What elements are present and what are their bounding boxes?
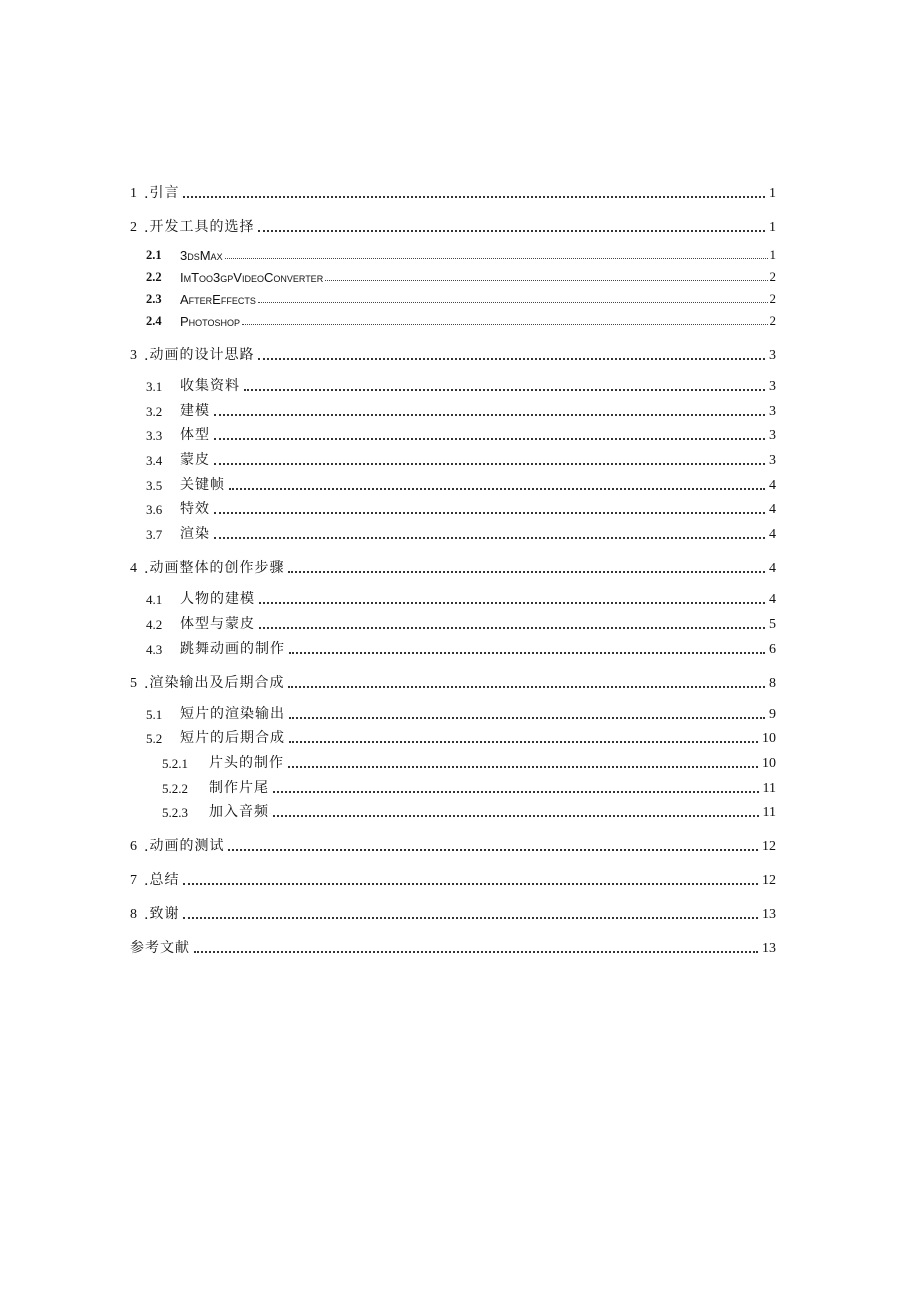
toc-entry-3-5[interactable]: [130, 473, 776, 494]
dot-leader: [258, 358, 765, 360]
toc-entry-title: ImToo3gpVideoConverter: [180, 270, 324, 285]
toc-entry-page: 3: [769, 403, 776, 419]
toc-entry-page: 1: [769, 186, 776, 201]
dot-leader: [194, 951, 758, 953]
toc-entry-2-1[interactable]: [130, 246, 776, 263]
toc-entry-number: 4: [130, 561, 137, 577]
dot-leader: [288, 766, 758, 768]
toc-entry-sep: .: [144, 675, 150, 692]
dot-leader: [229, 488, 765, 490]
toc-entry-title: 渲染输出及后期合成: [149, 674, 285, 691]
toc-entry-3-2[interactable]: [130, 399, 776, 420]
toc-entry-page: 2: [769, 313, 776, 328]
toc-entry-page: 13: [762, 941, 776, 957]
toc-entry-2-4[interactable]: [130, 312, 776, 329]
toc-entry-number: 6: [130, 839, 137, 855]
dot-leader: [225, 258, 768, 259]
toc-entry-4-2[interactable]: [130, 612, 776, 633]
toc-entry-number: 5.2.1: [162, 755, 188, 771]
toc-entry-page: 13: [762, 907, 776, 923]
table-of-contents: [130, 178, 776, 967]
dot-leader: [288, 571, 765, 573]
toc-entry-page: 1: [769, 220, 776, 235]
toc-entry-page: 3: [769, 428, 776, 444]
toc-entry-title: 总结: [149, 872, 180, 889]
toc-entry-number: 2: [130, 220, 137, 235]
toc-entry-2-2[interactable]: [130, 268, 776, 285]
toc-entry-title: 开发工具的选择: [149, 219, 255, 235]
toc-entry-3-7[interactable]: [130, 522, 776, 543]
toc-entry-page: 3: [769, 453, 776, 469]
toc-entry-5-2[interactable]: [130, 726, 776, 747]
dot-leader: [273, 815, 759, 817]
toc-entry-page: 4: [769, 592, 776, 608]
dot-leader: [273, 791, 759, 793]
dot-leader: [214, 438, 765, 440]
toc-entry-page: 11: [762, 805, 776, 821]
toc-entry-number: 4.3: [146, 641, 163, 657]
toc-entry-number: 2.2: [146, 270, 162, 284]
toc-entry-page: 12: [762, 873, 776, 889]
toc-entry-title: 3dsMax: [180, 248, 223, 263]
toc-entry-4-1[interactable]: [130, 587, 776, 608]
toc-entry-sep: .: [144, 907, 150, 924]
toc-entry-number: 1: [130, 186, 137, 201]
toc-entry-page: 10: [762, 731, 776, 747]
toc-entry-sep: .: [144, 873, 150, 890]
toc-entry-page: 3: [769, 379, 776, 394]
toc-entry-number: 2.1: [146, 248, 162, 262]
toc-entry-4[interactable]: [130, 553, 776, 577]
toc-entry-3-3[interactable]: [130, 423, 776, 444]
toc-entry-page: 10: [762, 755, 776, 771]
toc-entry-number: 2.3: [146, 292, 162, 306]
toc-entry-page: 11: [762, 780, 776, 796]
toc-entry-page: 8: [769, 675, 776, 691]
toc-entry-title: 参考文献: [130, 940, 190, 957]
toc-entry-title: 动画整体的创作步骤: [149, 560, 285, 577]
dot-leader: [228, 849, 758, 851]
dot-leader: [183, 883, 758, 885]
toc-entry-1[interactable]: [130, 178, 776, 202]
toc-entry-title: 引言: [149, 185, 180, 201]
toc-entry-references[interactable]: [130, 933, 776, 957]
toc-entry-title: 动画的设计思路: [149, 347, 255, 363]
toc-entry-page: 2: [769, 269, 776, 284]
toc-entry-page: 4: [769, 561, 776, 577]
dot-leader: [258, 302, 768, 303]
dot-leader: [214, 512, 765, 514]
dot-leader: [183, 196, 765, 198]
dot-leader: [289, 652, 765, 654]
toc-entry-number: 3.1: [146, 379, 163, 394]
toc-entry-number: 3.4: [146, 453, 163, 469]
toc-entry-2-3[interactable]: [130, 290, 776, 307]
toc-entry-5-2-1[interactable]: [130, 751, 776, 772]
dot-leader: [214, 537, 765, 539]
toc-entry-number: 7: [130, 873, 137, 889]
toc-entry-number: 5.2.3: [162, 805, 188, 821]
toc-entry-title: 加入音频: [209, 804, 269, 821]
toc-entry-page: 4: [769, 527, 776, 543]
toc-entry-title: 体型: [180, 427, 210, 444]
toc-entry-page: 9: [769, 706, 776, 722]
toc-entry-page: 2: [769, 291, 776, 306]
toc-entry-title: 体型与蒙皮: [180, 615, 255, 632]
toc-entry-number: 2.4: [146, 314, 162, 328]
dot-leader: [259, 602, 765, 604]
toc-entry-title: 人物的建模: [180, 591, 255, 608]
toc-entry-number: 3: [130, 348, 137, 363]
toc-entry-number: 4.2: [146, 616, 163, 632]
toc-entry-sep: .: [144, 839, 150, 856]
toc-entry-title: 蒙皮: [180, 452, 210, 469]
toc-entry-title: 建模: [180, 402, 210, 419]
toc-entry-title: 动画的测试: [149, 838, 225, 855]
toc-entry-sep: .: [144, 561, 150, 578]
toc-entry-title: 特效: [180, 501, 210, 518]
toc-entry-title: 跳舞动画的制作: [180, 640, 285, 657]
toc-entry-number: 3.3: [146, 428, 163, 444]
toc-entry-number: 8: [130, 907, 137, 923]
toc-entry-number: 5: [130, 675, 137, 691]
toc-entry-5[interactable]: [130, 668, 776, 692]
toc-entry-3-6[interactable]: [130, 497, 776, 518]
toc-entry-5-2-2[interactable]: [130, 776, 776, 797]
toc-entry-page: 4: [769, 502, 776, 518]
toc-entry-number: 3.5: [146, 477, 163, 493]
toc-entry-sep: .: [144, 186, 150, 202]
toc-entry-number: 3.2: [146, 403, 163, 419]
toc-entry-number: 3.6: [146, 502, 163, 518]
toc-entry-6[interactable]: [130, 831, 776, 855]
toc-entry-5-1[interactable]: [130, 702, 776, 723]
toc-entry-title: Photoshop: [180, 314, 241, 329]
toc-entry-3-4[interactable]: [130, 448, 776, 469]
toc-entry-3-1[interactable]: [130, 374, 776, 395]
dot-leader: [242, 324, 767, 325]
toc-entry-title: 制作片尾: [209, 779, 269, 796]
toc-entry-title: 致谢: [149, 906, 180, 923]
toc-entry-title: 短片的渲染输出: [180, 705, 285, 722]
toc-entry-number: 4.1: [146, 592, 163, 608]
toc-entry-title: 渲染: [180, 526, 210, 543]
dot-leader: [289, 717, 765, 719]
toc-entry-page: 3: [769, 348, 776, 363]
toc-entry-page: 1: [769, 247, 776, 262]
dot-leader: [258, 230, 765, 232]
toc-entry-title: 收集资料: [180, 378, 240, 394]
dot-leader: [325, 280, 767, 281]
toc-entry-page: 6: [769, 641, 776, 657]
dot-leader: [289, 741, 758, 743]
toc-entry-number: 3.7: [146, 527, 163, 543]
toc-entry-5-2-3[interactable]: [130, 800, 776, 821]
toc-entry-title: 短片的后期合成: [180, 730, 285, 747]
toc-entry-8[interactable]: [130, 899, 776, 923]
toc-entry-title: AfterEffects: [180, 292, 256, 307]
toc-entry-title: 片头的制作: [209, 754, 284, 771]
toc-entry-sep: .: [144, 348, 150, 364]
toc-entry-number: 5.1: [146, 706, 163, 722]
toc-entry-sep: .: [144, 220, 150, 236]
dot-leader: [288, 686, 765, 688]
dot-leader: [214, 463, 765, 465]
toc-entry-title: 关键帧: [180, 476, 225, 493]
toc-entry-3[interactable]: [130, 340, 776, 364]
toc-entry-page: 4: [769, 477, 776, 493]
dot-leader: [259, 627, 765, 629]
toc-entry-page: 12: [762, 839, 776, 855]
dot-leader: [183, 917, 758, 919]
toc-entry-2[interactable]: [130, 212, 776, 236]
toc-entry-4-3[interactable]: [130, 637, 776, 658]
toc-entry-page: 5: [769, 616, 776, 632]
toc-entry-number: 5.2.2: [162, 780, 188, 796]
toc-entry-number: 5.2: [146, 731, 163, 747]
dot-leader: [244, 389, 765, 391]
toc-entry-7[interactable]: [130, 865, 776, 889]
dot-leader: [214, 414, 765, 416]
